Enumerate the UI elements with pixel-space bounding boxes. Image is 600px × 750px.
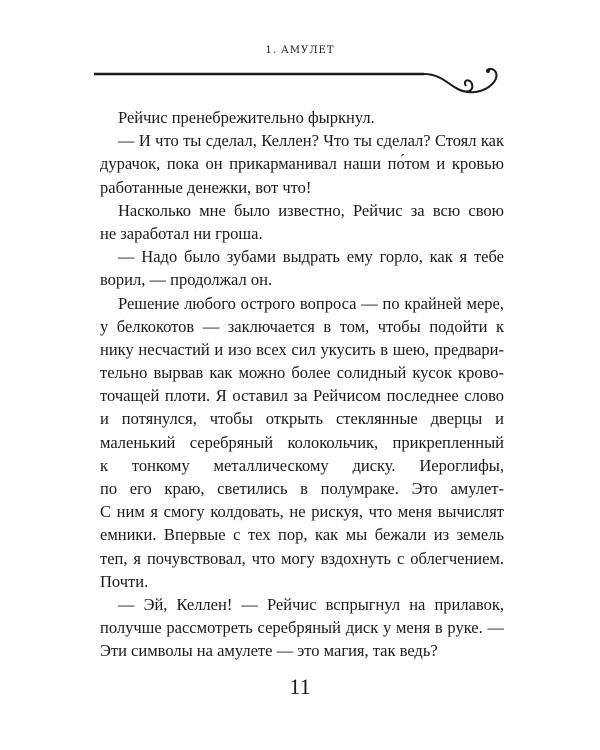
text-line: — Надо было зубами выдрать ему горло, как я тебе <box>118 247 504 267</box>
text-line: Эти символы на амулете — это магия, так ведь? <box>100 641 438 661</box>
text-line: маленький серебряный колокольчик, прикрепленный <box>100 432 504 452</box>
header-ornament-rule <box>94 62 504 102</box>
text-line: емники. Впервые с тех пор, как мы бежали из земель <box>100 525 504 545</box>
text-line: нику несчастий и изо всех сил укусить в шею, предвари- <box>100 339 504 359</box>
text-line: по его краю, светились в полумраке. Это амулет- <box>100 479 504 498</box>
text-line: к тонкому металлическому диску. Иероглифы, <box>100 455 504 475</box>
text-line: тельно вырвав как можно более солидный кусок крово- <box>100 363 504 383</box>
text-line: работанные денежки, вот что! <box>100 177 312 197</box>
text-line: Насколько мне было известно, Рейчис за всю свою <box>118 200 504 220</box>
page-body <box>100 106 504 663</box>
text-line: точащей плоти. Я оставил за Рейчисом последнее слово <box>100 386 504 406</box>
text-line: получше рассмотреть серебряный диск у меня в руке. — <box>100 618 504 638</box>
chapter-title: 1. АМУЛЕТ <box>265 45 335 56</box>
text-line: у белкокотов — заключается в том, чтобы подойти к <box>100 316 504 336</box>
text-line: Рейчис пренебрежительно фыркнул. <box>118 108 375 127</box>
text-line: дурачок, пока он прикарманивал наши по́том и кровью <box>100 154 504 174</box>
page-number: 11 <box>289 674 311 699</box>
text-line: — Эй, Келлен! — Рейчис вспрыгнул на прилавок, <box>118 594 504 614</box>
text-line: Почти. <box>100 571 149 591</box>
text-line: теп, я почувствовал, что могу вздохнуть с облегчением. <box>100 548 504 568</box>
text-line: С ним я смогу колдовать, не рискуя, что меня вычислят <box>100 502 504 522</box>
text-line: — И что ты сделал, Келлен? Что ты сделал? Стоял как <box>118 131 504 151</box>
text-line: и потянулся, чтобы открыть стеклянные дверцы и <box>100 409 504 429</box>
text-line: ворил, — продолжал он. <box>100 270 273 290</box>
text-line: Решение любого острого вопроса — по крайней мере, <box>118 293 504 313</box>
text-line: не заработал ни гроша. <box>100 223 263 243</box>
